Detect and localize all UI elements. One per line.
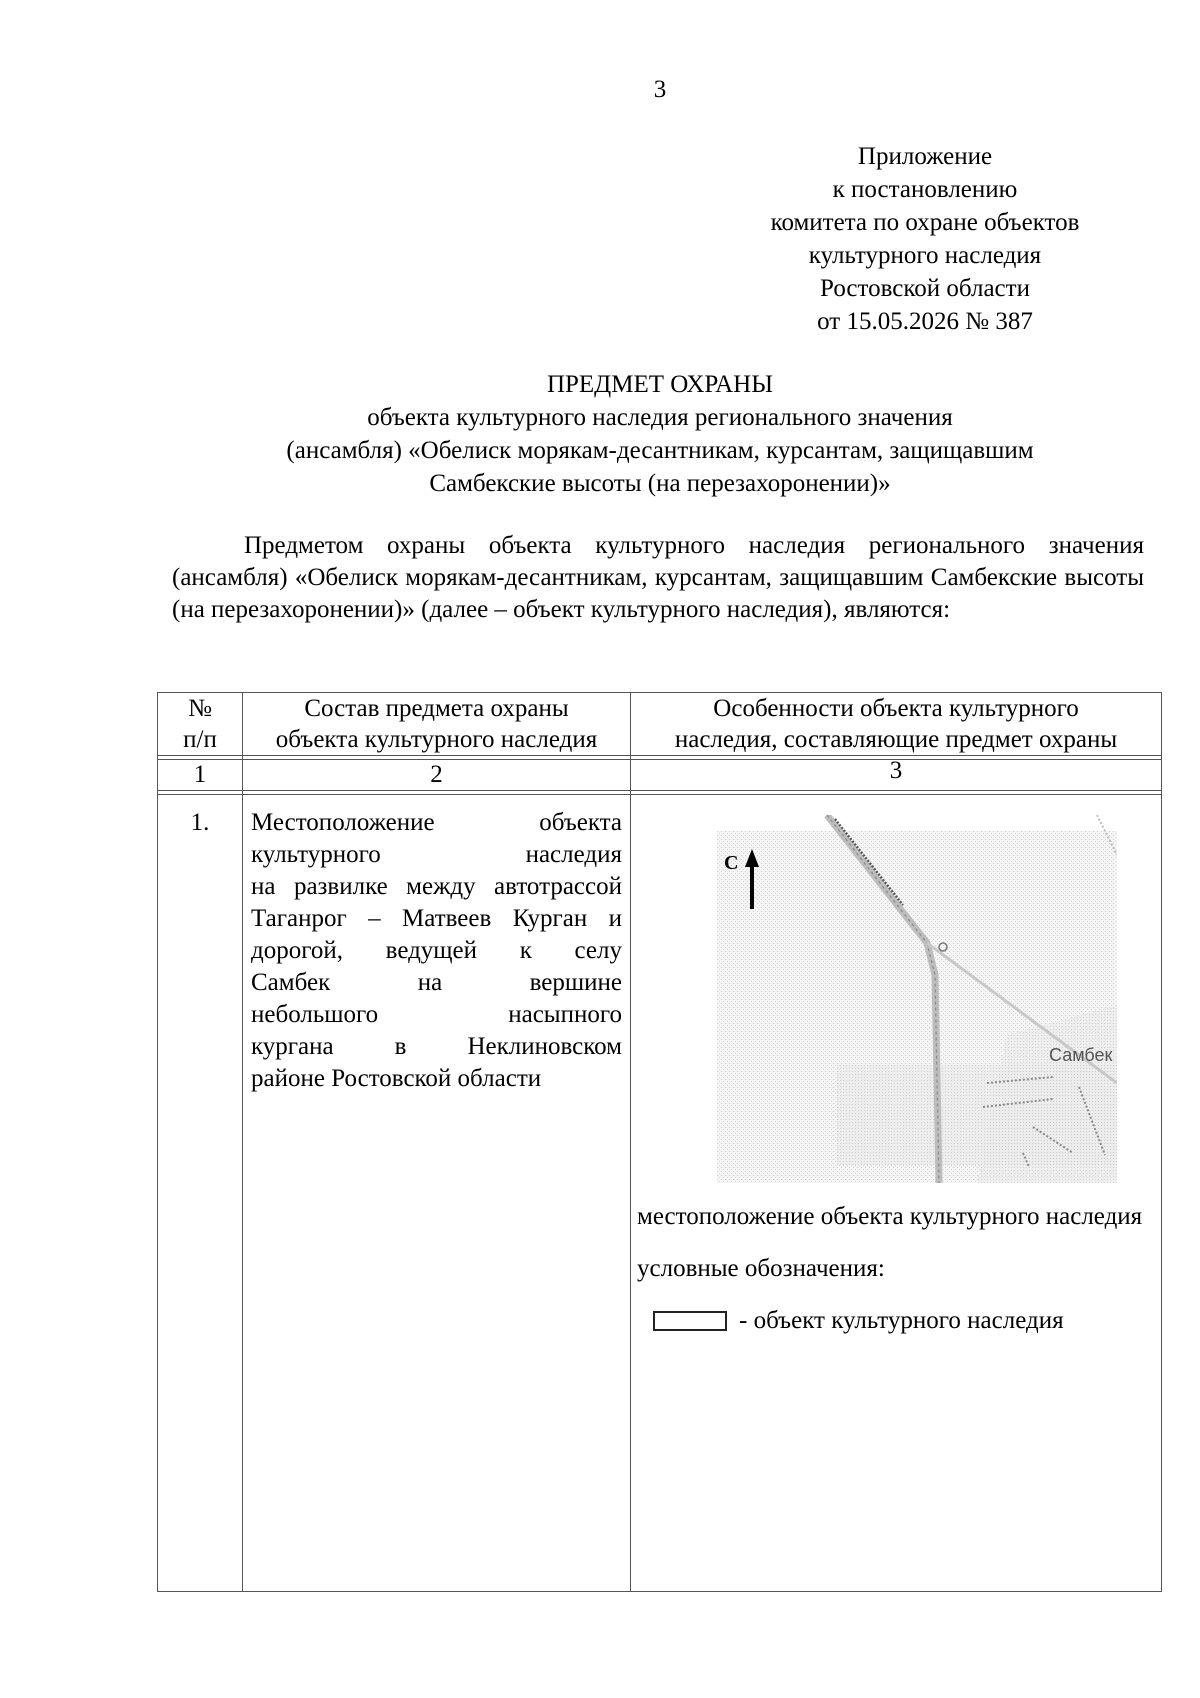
header-cell-number: [158, 693, 243, 756]
legend-item: [637, 1305, 1155, 1337]
composition-line: районе Ростовской области: [251, 1065, 542, 1092]
composition-line: Местоположение объекта: [251, 809, 622, 836]
appendix-line: к постановлению: [832, 176, 1018, 203]
title-line: ПРЕДМЕТ ОХРАНЫ: [546, 371, 774, 398]
header-text: Состав предмета охраны: [304, 695, 569, 722]
composition-cell: [243, 795, 631, 1592]
appendix-line: Ростовской области: [820, 275, 1030, 302]
header-cell-composition: [243, 693, 631, 756]
header-text: №: [188, 695, 212, 722]
legend-title: условные обозначения:: [637, 1255, 885, 1282]
map-image: [677, 815, 1117, 1183]
title-line: Самбекские высоты (на перезахоронении)»: [429, 470, 891, 497]
title-line: (ансамбля) «Обелиск морякам-десантникам, курсантам, защищавшим: [286, 437, 1034, 464]
features-cell: [631, 795, 1162, 1592]
table-header-row: [158, 693, 1162, 756]
header-text: объекта культурного наследия: [275, 726, 598, 753]
row-number: 1.: [158, 795, 243, 1592]
column-number-row: [158, 760, 1162, 791]
protection-subject-table: [157, 692, 1162, 1592]
village-label: Самбек: [1049, 1045, 1113, 1065]
composition-line: Таганрог – Матвеев Курган и: [251, 905, 622, 932]
intro-paragraph: Предметом охраны объекта культурного наследия регионального значения (ансамбля) «Обелиск морякам-десантникам, курсантам, защищавшим Самбекские высоты (на перезахоронении)» (далее – объект культурного наследия), являются:: [172, 532, 1144, 623]
header-text: Особенности объекта культурного: [713, 695, 1079, 722]
legend-label: - объект культурного наследия: [739, 1307, 1064, 1334]
composition-line: Самбек на вершине: [251, 969, 622, 996]
composition-line: культурного наследия: [251, 841, 622, 868]
legend-swatch: [653, 1311, 727, 1331]
column-number: 3: [631, 760, 1162, 791]
table-row: [158, 795, 1162, 1592]
column-number: 2: [243, 760, 631, 791]
title-line: объекта культурного наследия регионального значения: [367, 404, 953, 431]
composition-line: небольшого насыпного: [251, 1001, 622, 1028]
header-cell-features: [631, 693, 1162, 756]
composition-line: на развилке между автотрассой: [251, 873, 622, 900]
header-text: наследия, составляющие предмет охраны: [674, 726, 1118, 753]
composition-line: кургана в Неклиновском: [251, 1033, 622, 1060]
map-caption: местоположение объекта культурного наследия: [637, 1203, 1143, 1230]
north-label: С: [724, 852, 739, 874]
appendix-block: [720, 140, 1130, 338]
composition-line: дорогой, ведущей к селу: [251, 937, 622, 964]
appendix-line: комитета по охране объектов: [770, 209, 1080, 236]
appendix-line: Приложение: [857, 143, 993, 170]
page-number: 3: [653, 76, 667, 103]
document-title: [160, 368, 1160, 500]
column-number: 1: [158, 760, 243, 791]
appendix-line: культурного наследия: [808, 242, 1042, 269]
location-map: [677, 815, 1117, 1183]
appendix-line: от 15.05.2026 № 387: [817, 308, 1033, 335]
header-text: п/п: [183, 726, 217, 753]
